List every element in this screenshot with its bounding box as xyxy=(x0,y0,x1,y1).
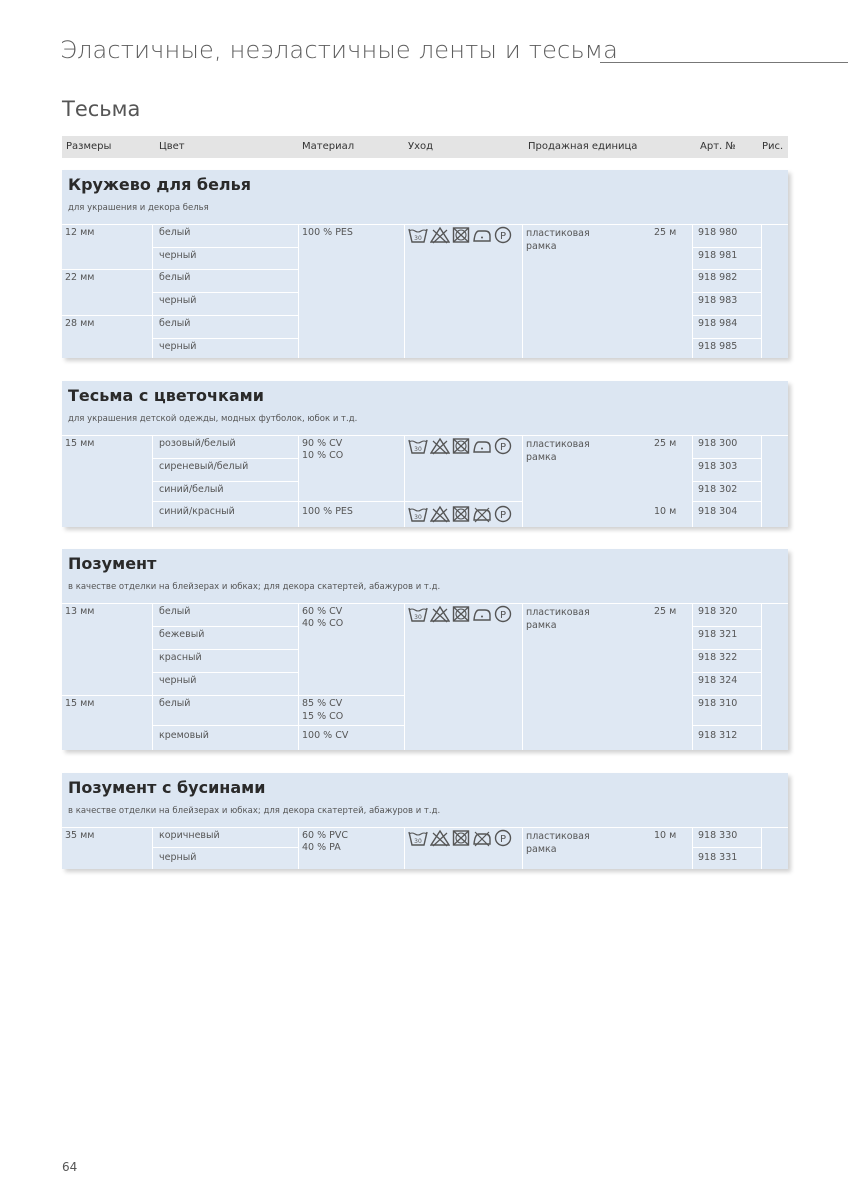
group-subtitle: для украшения детской одежды, модных футболок, юбок и т.д. xyxy=(68,414,358,424)
table-row xyxy=(62,626,762,649)
col-unit: Продажная единица xyxy=(528,141,638,152)
group-header xyxy=(62,381,762,435)
table-row xyxy=(62,727,762,750)
row-color: белый xyxy=(159,227,191,238)
row-material: 100 % PES xyxy=(302,506,353,517)
svg-text:P: P xyxy=(499,510,507,521)
row-unit-2: рамка xyxy=(526,452,557,463)
row-color: кремовый xyxy=(159,730,209,741)
row-material: 90 % CV xyxy=(302,438,343,449)
table-row xyxy=(62,269,762,292)
row-unit-2: рамка xyxy=(526,844,557,855)
row-art: 918 982 xyxy=(698,272,738,283)
column-header-bar xyxy=(62,136,788,158)
row-unit: пластиковая xyxy=(526,831,590,842)
table-row xyxy=(62,247,762,270)
group-galloon xyxy=(62,549,788,750)
row-color: белый xyxy=(159,698,191,709)
row-art: 918 304 xyxy=(698,506,738,517)
row-color: красный xyxy=(159,652,202,663)
figure-column xyxy=(762,773,788,869)
row-art: 918 312 xyxy=(698,730,738,741)
row-length: 25 м xyxy=(654,227,677,238)
row-art: 918 303 xyxy=(698,461,738,472)
group-lace xyxy=(62,170,788,358)
table-row xyxy=(62,503,762,526)
row-art: 918 322 xyxy=(698,652,738,663)
row-color: сиреневый/белый xyxy=(159,461,249,472)
col-color: Цвет xyxy=(159,141,185,152)
row-art: 918 981 xyxy=(698,250,738,261)
svg-text:30: 30 xyxy=(414,446,422,453)
row-material-2: 15 % CO xyxy=(302,711,344,722)
row-color: черный xyxy=(159,852,197,863)
row-color: розовый/белый xyxy=(159,438,236,449)
wash-30-icon xyxy=(408,505,428,523)
row-color: синий/красный xyxy=(159,506,235,517)
svg-text:30: 30 xyxy=(414,838,422,845)
svg-text:30: 30 xyxy=(414,235,422,242)
group-title: Позумент с бусинами xyxy=(68,778,266,797)
row-art: 918 324 xyxy=(698,675,738,686)
row-color: белый xyxy=(159,318,191,329)
svg-text:P: P xyxy=(499,231,507,242)
row-size: 15 мм xyxy=(65,698,95,709)
row-material: 100 % PES xyxy=(302,227,353,238)
row-material: 100 % CV xyxy=(302,730,349,741)
group-title: Позумент xyxy=(68,554,157,573)
row-color: синий/белый xyxy=(159,484,224,495)
row-art: 918 330 xyxy=(698,830,738,841)
group-header xyxy=(62,170,762,224)
row-art: 918 302 xyxy=(698,484,738,495)
table-row xyxy=(62,458,762,481)
row-art: 918 980 xyxy=(698,227,738,238)
row-material: 85 % CV xyxy=(302,698,343,709)
row-art: 918 331 xyxy=(698,852,738,863)
row-unit-2: рамка xyxy=(526,620,557,631)
no-tumble-dry-icon xyxy=(452,505,470,523)
row-size: 22 мм xyxy=(65,272,95,283)
row-size: 13 мм xyxy=(65,606,95,617)
table-row xyxy=(62,315,762,338)
figure-column xyxy=(762,549,788,750)
table-row xyxy=(62,338,762,361)
row-art: 918 310 xyxy=(698,698,738,709)
group-header xyxy=(62,549,762,603)
figure-column xyxy=(762,170,788,358)
row-color: белый xyxy=(159,606,191,617)
section-title: Тесьма xyxy=(62,97,141,121)
row-material: 60 % PVC xyxy=(302,830,349,841)
group-floral-braid xyxy=(62,381,788,527)
row-art: 918 320 xyxy=(698,606,738,617)
group-subtitle: в качестве отделки на блейзерах и юбках; для декора скатертей, абажуров и т.д. xyxy=(68,582,441,592)
col-size: Размеры xyxy=(66,141,112,152)
svg-text:P: P xyxy=(499,834,507,845)
row-color: коричневый xyxy=(159,830,220,841)
col-material: Материал xyxy=(302,141,355,152)
row-unit: пластиковая xyxy=(526,228,590,239)
care-symbols xyxy=(408,505,512,525)
row-material-2: 10 % CO xyxy=(302,450,344,461)
table-row xyxy=(62,481,762,504)
table-row xyxy=(62,672,762,695)
row-unit: пластиковая xyxy=(526,607,590,618)
row-color: белый xyxy=(159,272,191,283)
row-material: 60 % CV xyxy=(302,606,343,617)
group-title: Кружево для белья xyxy=(68,175,252,194)
col-care: Уход xyxy=(408,141,434,152)
row-unit: пластиковая xyxy=(526,439,590,450)
row-length: 25 м xyxy=(654,606,677,617)
svg-text:30: 30 xyxy=(414,614,422,621)
table-row xyxy=(62,292,762,315)
row-size: 15 мм xyxy=(65,438,95,449)
dry-clean-p-icon xyxy=(494,505,512,523)
group-beaded-galloon xyxy=(62,773,788,869)
col-art: Арт. № xyxy=(700,141,736,152)
row-color: черный xyxy=(159,295,197,306)
row-art: 918 985 xyxy=(698,341,738,352)
row-color: черный xyxy=(159,341,197,352)
group-title: Тесьма с цветочками xyxy=(68,386,264,405)
row-color: черный xyxy=(159,675,197,686)
group-subtitle: в качестве отделки на блейзерах и юбках; для декора скатертей, абажуров и т.д. xyxy=(68,806,441,816)
group-header xyxy=(62,773,762,827)
row-art: 918 984 xyxy=(698,318,738,329)
row-color: бежевый xyxy=(159,629,205,640)
row-art: 918 300 xyxy=(698,438,738,449)
no-iron-icon xyxy=(472,505,492,523)
col-fig: Рис. xyxy=(762,141,784,152)
no-bleach-icon xyxy=(430,505,450,523)
row-art: 918 321 xyxy=(698,629,738,640)
row-material-2: 40 % PA xyxy=(302,842,341,853)
row-size: 12 мм xyxy=(65,227,95,238)
row-material-2: 40 % CO xyxy=(302,618,344,629)
figure-column xyxy=(762,381,788,527)
svg-text:P: P xyxy=(499,442,507,453)
row-color: черный xyxy=(159,250,197,261)
row-size: 28 мм xyxy=(65,318,95,329)
row-length: 10 м xyxy=(654,830,677,841)
page-number: 64 xyxy=(62,1160,78,1174)
title-rule xyxy=(600,62,848,63)
table-row xyxy=(62,649,762,672)
group-subtitle: для украшения и декора белья xyxy=(68,203,209,213)
row-size: 35 мм xyxy=(65,830,95,841)
page-title: Эластичные, неэластичные ленты и тесьма xyxy=(60,36,619,64)
row-length: 10 м xyxy=(654,506,677,517)
svg-text:P: P xyxy=(499,610,507,621)
row-art: 918 983 xyxy=(698,295,738,306)
row-unit-2: рамка xyxy=(526,241,557,252)
row-length: 25 м xyxy=(654,438,677,449)
table-row xyxy=(62,849,762,872)
svg-text:30: 30 xyxy=(414,514,422,521)
